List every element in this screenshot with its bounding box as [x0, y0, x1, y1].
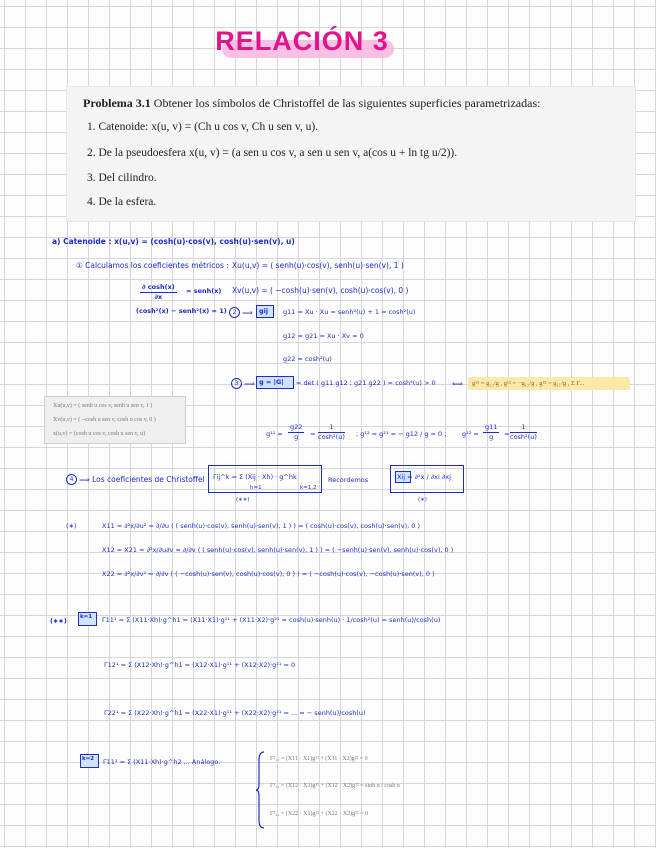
brace-icon: [256, 750, 266, 830]
analog-gamma-11: Γ²₁₁ = (X11 · X1)g¹² + (X11 · X2)g²² = 0: [270, 756, 368, 762]
g22-equation: g22 = cosh²(u): [283, 355, 332, 363]
inverse-g11-result: [318, 424, 345, 440]
snippet-line: Xu(u,v) = ( senh u cos v, senh u sen v, 1 ): [53, 403, 153, 409]
identity-rhs: = senh(x): [186, 287, 222, 295]
star-label: (∗): [66, 522, 77, 530]
step4-circle: 4: [66, 474, 77, 485]
x12-equation: X12 = X21 = ∂²x/∂u∂v = ∂/∂v ( ( senh(u)·cos(v), senh(u)·sen(v), 1 ) ) = ( −senh(u)·sen(v), senh(u)·cos(v), 0 ): [102, 546, 454, 554]
hyperbolic-identity: (cosh²(x) − senh²(x) = 1): [136, 307, 227, 315]
implies-arrow: ⟹: [242, 308, 253, 317]
recall-note: (∗): [418, 497, 427, 503]
fraction-denominator: cosh²(u): [510, 432, 537, 441]
inverse-g22-lhs: g²² =: [462, 430, 479, 438]
step3-circle: 3: [231, 378, 242, 389]
determinant-equation: = det ( g11 g12 ; g21 g22 ) = cosh⁴(u) > 0: [296, 379, 436, 387]
snippet-line: Xv(u,v) = ( −cosh u sen v, cosh u cos v, 0 ): [53, 417, 156, 423]
gij-label: gij: [259, 307, 269, 315]
inverse-g11-lhs: g¹¹ =: [266, 430, 283, 438]
christoffel-label: ⟹ Los coeficientes de Christoffel :: [79, 475, 210, 484]
snippet-line: x(u,v) = (cosh u cos v, cosh u sen v, u): [53, 431, 146, 437]
step1-label: ① Calculamos los coeficientes métricos :: [76, 261, 229, 270]
problem-label: Problema 3.1: [83, 96, 151, 110]
page-title: RELACIÓN 3: [215, 26, 389, 56]
gamma-12-1: Γ12¹ = Σ (X12·Xh)·g^h1 = (X12·X1)·g¹¹ + (X12·X2)·g²¹ = 0: [104, 661, 296, 669]
sum-index: h=1: [250, 485, 262, 491]
analog-gamma-12: Γ²₁₂ = (X12 · X1)g¹² + (X12 · X2)g²² = sinh u / cosh u: [270, 783, 400, 789]
equivalence-arrow: ⟺: [452, 379, 463, 388]
gamma-22-1: Γ22¹ = Σ (X22·Xh)·g^h1 = (X22·X1)·g¹¹ + (X22·X2)·g²¹ = ... = − senh(u)/cosh(u): [104, 709, 366, 717]
christoffel-note: (∗∗): [236, 497, 250, 503]
fraction-denominator: g: [489, 432, 494, 441]
g12-equation: g12 = g21 = Xu · Xv = 0: [283, 332, 364, 340]
fraction-denominator: cosh²(u): [318, 432, 345, 441]
fraction-denominator: g: [294, 432, 299, 441]
equals-sign: =: [310, 430, 316, 438]
k1-label: k=1: [80, 614, 93, 620]
problem-item: 3. Del cilindro.: [87, 172, 157, 184]
fraction-numerator: g11: [485, 423, 498, 431]
problem-statement: [83, 96, 631, 111]
christoffel-formula: Γij^k = Σ (Xij · Xh) · g^hk: [213, 473, 297, 481]
equals-sign: =: [504, 430, 510, 438]
gamma-11-1: Γ11¹ = Σ (X11·Xh)·g^h1 = (X11·X1)·g¹¹ + (X11·X2)·g²¹ = cosh(u)·senh(u) · 1/cosh²(u) = senh(u)/cosh(u): [102, 616, 441, 624]
identity-denominator: ∂x: [154, 292, 163, 301]
highlighted-formula: g¹¹ = g₂₂/g , g¹² = −g₁₂/g , g²² = g₁₁/g , Σ Γ...: [472, 380, 585, 387]
determinant-label: g = |G|: [259, 378, 284, 386]
inverse-g22-result: [510, 424, 537, 440]
christoffel-index-note: k=1,2: [300, 485, 317, 491]
double-star-label: (∗∗): [50, 617, 67, 625]
catenoid-heading: a) Catenoide : x(u,v) = (cosh(u)·cos(v), cosh(u)·sen(v), u): [52, 237, 295, 246]
recall-formula: Xij = ∂²x / ∂xi ∂xj: [397, 473, 451, 481]
problem-box: [66, 86, 636, 222]
problem-item: 2. De la pseudoesfera x(u, v) = (a sen u cos v, a sen u sen v, a(cos u + ln tg u/2)).: [87, 147, 458, 159]
k2-label: k=2: [82, 756, 95, 762]
problem-text: Obtener los símbolos de Christoffel de las siguientes superficies parametrizadas:: [153, 96, 541, 110]
inverse-g22-fraction: [483, 424, 499, 440]
inverse-g12-equation: ; g¹² = g²¹ = − g12 / g = 0 ;: [356, 430, 447, 438]
fraction-numerator: 1: [510, 424, 537, 433]
recall-label: Recordemos: [328, 476, 369, 484]
g11-equation: g11 = Xu · Xu = senh²(u) + 1 = cosh²(u): [283, 308, 416, 316]
gamma-11-2: Γ11² = Σ (X11·Xh)·g^h2 ... Análogo.: [103, 758, 221, 766]
identity-fraction: [140, 284, 177, 300]
xu-derivative: Xu(u,v) = ( senh(u)·cos(v), senh(u)·sen(v), 1 ): [232, 261, 404, 270]
implies-arrow: ⟹: [244, 379, 255, 388]
analog-gamma-22: Γ²₂₂ = (X22 · X1)g¹² + (X22 · X2)g²² = 0: [270, 811, 369, 817]
x22-equation: X22 = ∂²x/∂v² = ∂/∂v ( ( −cosh(u)·sen(v), cosh(u)·cos(v), 0 ) ) = ( −cosh(u)·cos(v), −cosh(u)·sen(v), 0 ): [102, 570, 435, 578]
identity-numerator: ∂ cosh(x): [142, 283, 175, 291]
fraction-numerator: g22: [290, 423, 303, 431]
problem-item: 1. Catenoide: x(u, v) = (Ch u cos v, Ch u sen v, u).: [87, 121, 319, 133]
printed-derivatives-snippet: [44, 396, 186, 444]
problem-item: 4. De la esfera.: [87, 196, 157, 208]
fraction-numerator: 1: [318, 424, 345, 433]
inverse-g11-fraction: [288, 424, 304, 440]
step2-circle: 2: [229, 307, 240, 318]
xv-derivative: Xv(u,v) = ( −cosh(u)·sen(v), cosh(u)·cos(v), 0 ): [232, 286, 409, 295]
x11-equation: X11 = ∂²x/∂u² = ∂/∂u ( ( senh(u)·cos(v), senh(u)·sen(v), 1 ) ) = ( cosh(u)·cos(v), cosh(u)·sen(v), 0 ): [102, 522, 421, 530]
